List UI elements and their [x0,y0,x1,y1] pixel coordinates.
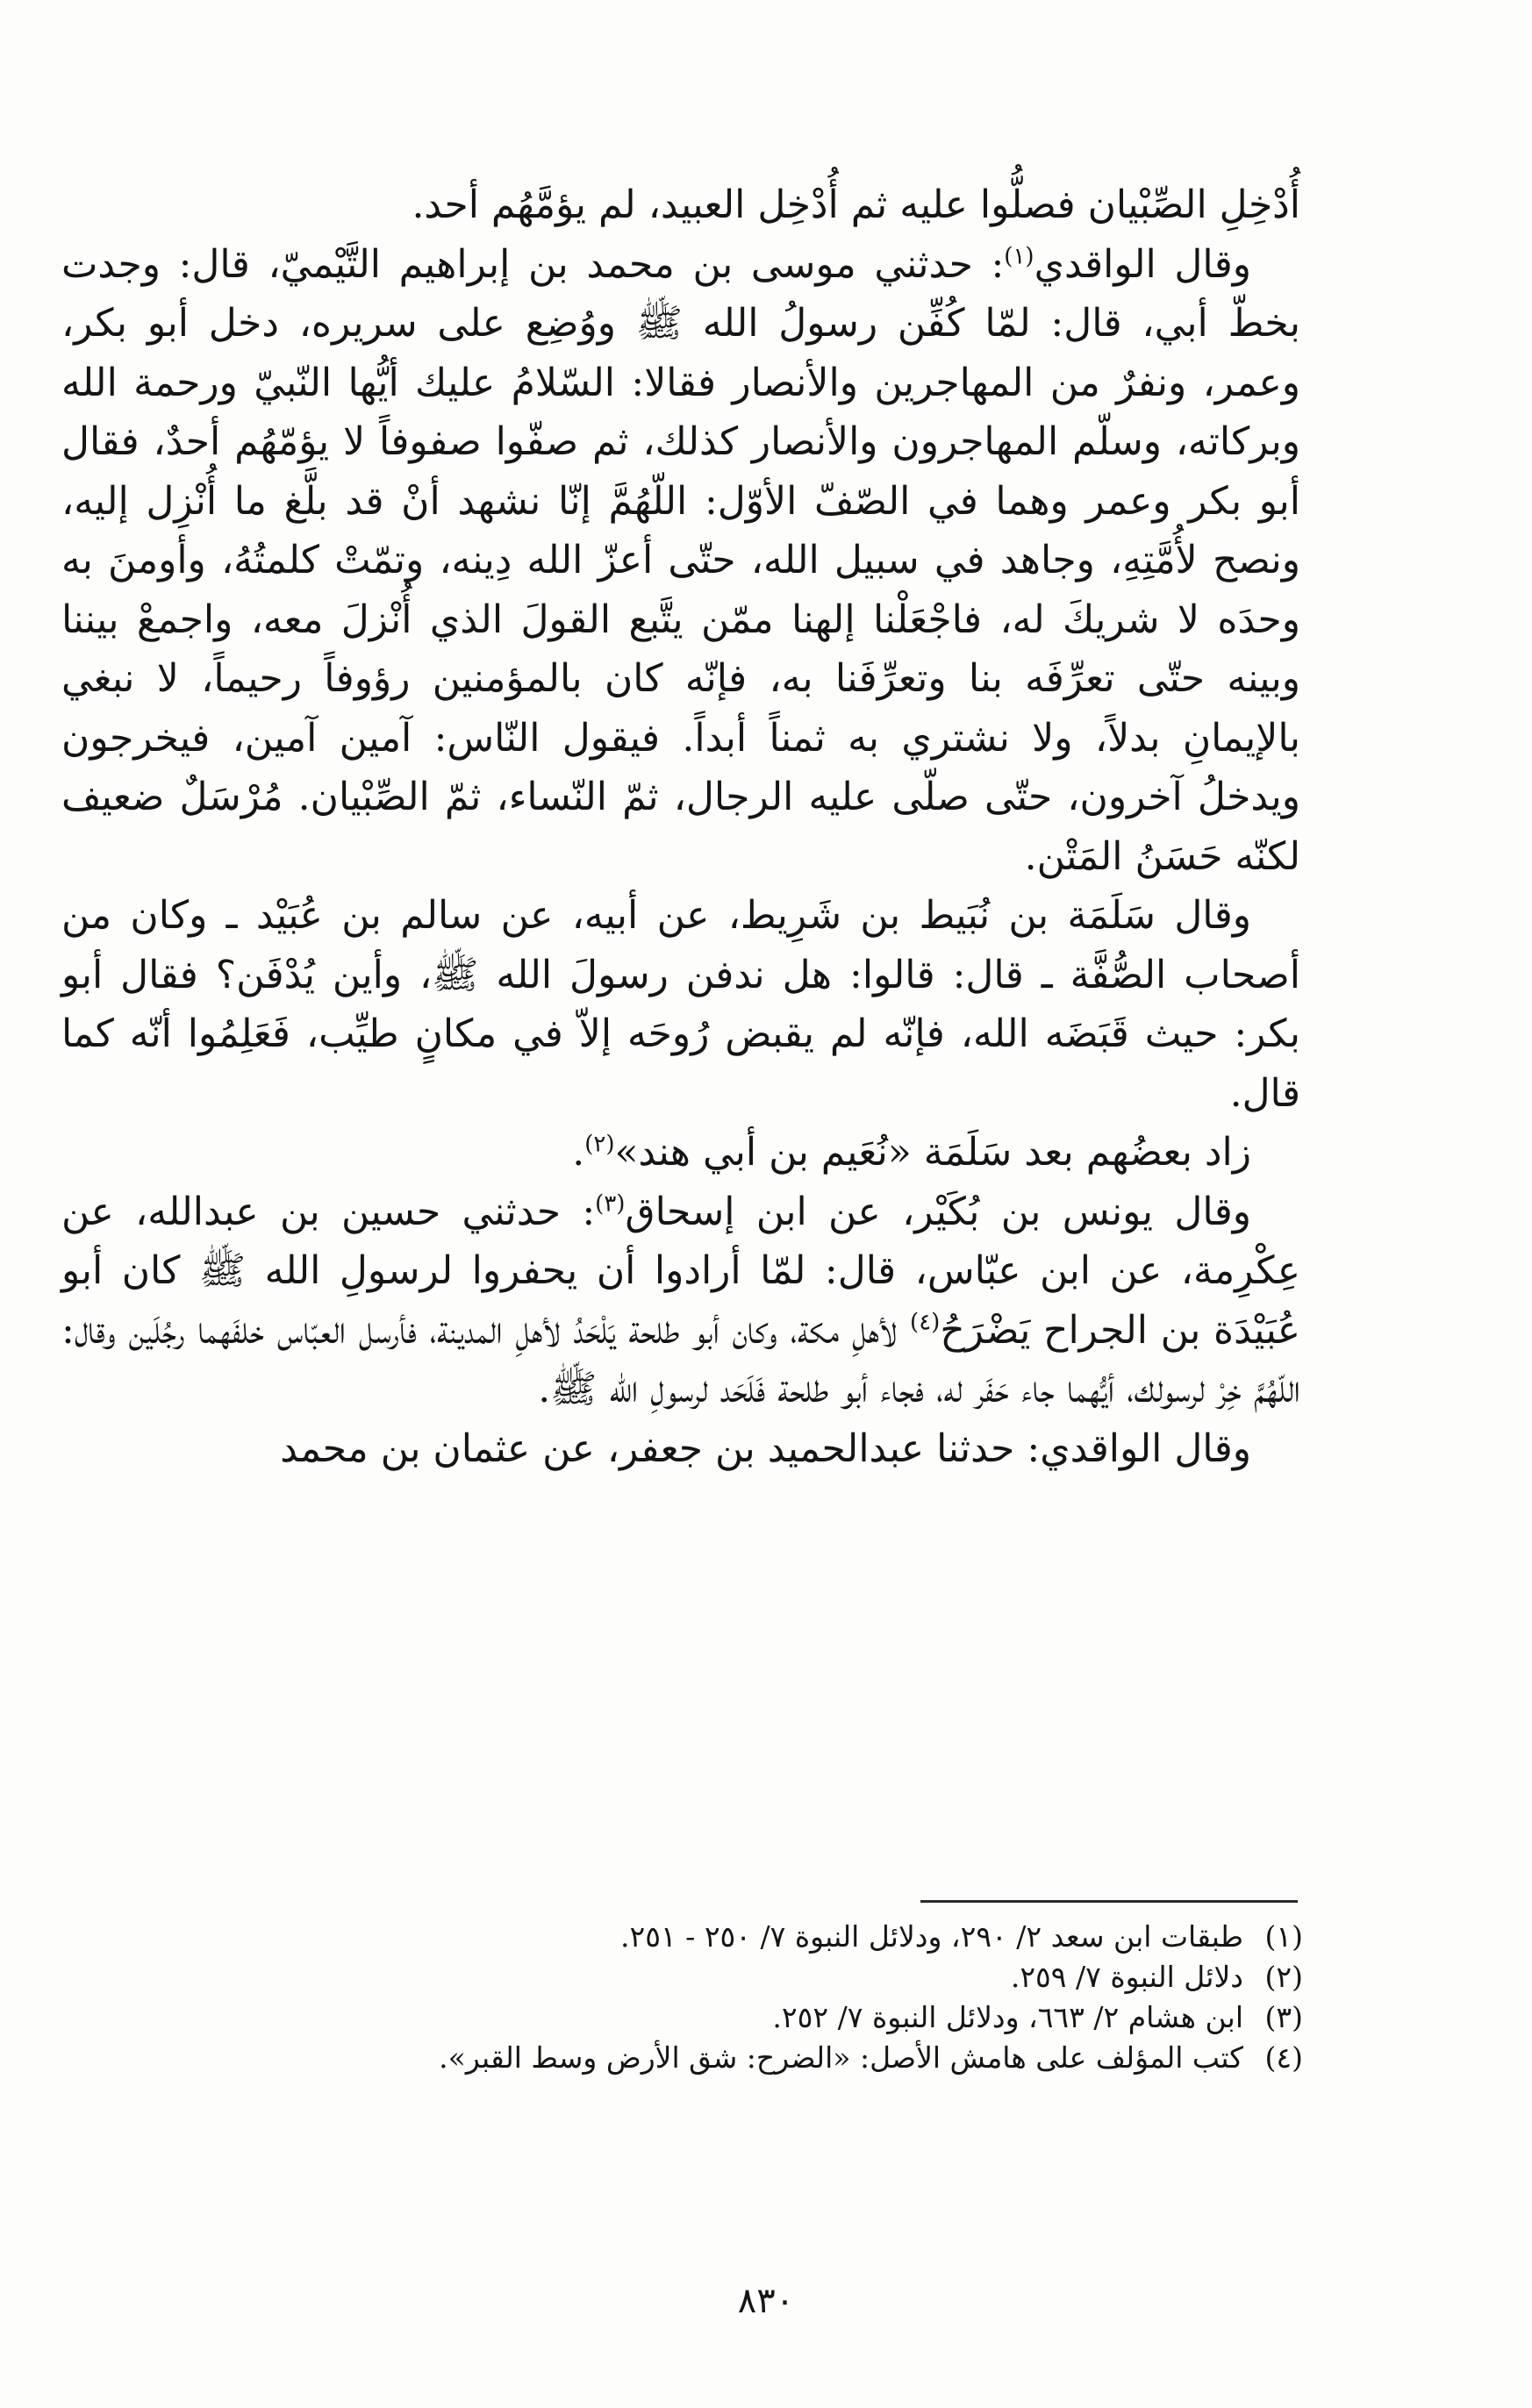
paragraph: وقال الواقدي$^{(١)}$: حدثني موسى بن محمد بن إبراهيم التَّيْميّ، قال: وجدت بخطّ أبي، قال: لمّا كُفِّن رسولُ الله ﷺ ووُضِع على سريره، دخل أبو بكر، وعمر، ونفرٌ من المهاجرين والأنصار فقالا: السّلامُ عليك أيُّها النّبيّ ورحمة الله وبركاته، وسلّم المهاجرون والأنصار كذلك، ثم صفّوا صفوفاً لا يؤمّهُم أحدٌ، فقال أبو بكر وعمر وهما في الصّفّ الأوّل: اللّهُمَّ إنّا نشهد أنْ قد بلَّغ ما أُنْزِل إليه، ونصح لأُمَّتِهِ، وجاهد في سبيل الله، حتّى أعزّ الله دِينه، وتمّتْ كلمتُهُ، وأومنَ به وحدَه لا شريكَ له، فاجْعَلْنا إلهنا ممّن يتَّبع القولَ الذي أُنْزلَ معه، واجمعْ بيننا وبينه حتّى تعرِّفَه بنا وتعرِّفَنا به، فإنّه كان بالمؤمنين رؤوفاً رحيماً، لا نبغي بالإيمانِ بدلاً، ولا نشتري به ثمناً أبداً. فيقول النّاس: آمين آمين، فيخرجون ويدخلُ آخرون، حتّى صلّى عليه الرجال، ثمّ النّساء، ثمّ الصِّبْيان. مُرْسَلٌ ضعيف لكنّه حَسَنُ المَتْن. [61,241,1301,879]
paragraph: وقال الواقدي: حدثنا عبدالحميد بن جعفر، عن عثمان بن محمد [280,1426,1251,1471]
footnote-ref: (٤) [910,1308,941,1335]
footnote-ref: (٢) [584,1131,615,1158]
footnote-ref: (١) [1004,242,1034,269]
footnote-divider [920,1900,1298,1903]
page-number: ٨٣٠ [737,2281,795,2321]
footnote-ref: (٣) [595,1190,626,1217]
footnote: (١) طبقات ابن سعد ٢/ ٢٩٠، ودلائل النبوة ٧/ ٢٥٠ - ٢٥١. [620,1919,1303,1954]
footnote: (٤) كتب المؤلف على هامش الأصل: «الضرح: شق الأرض وسط القبر». [439,2040,1303,2075]
paragraph: أُدْخِلِ الصِّبْيان فصلُّوا عليه ثم أُدْخِل العبيد، لم يؤمَّهُم أحد. [412,182,1300,227]
footnotes [105,1917,1303,2078]
paragraph: زاد بعضُهم بعد سَلَمَة «نُعَيم بن أبي هند»$^{(٢)}$. [572,1130,1251,1175]
footnote: (٣) ابن هشام ٢/ ٦٦٣، ودلائل النبوة ٧/ ٢٥٢. [772,2000,1303,2034]
paragraph: وقال سَلَمَة بن نُبَيط بن شَرِيط، عن أبيه، عن سالم بن عُبَيْد ـ وكان من أصحاب الصُّفَّة ـ قال: قالوا: هل ندفن رسولَ الله ﷺ، وأين يُدْفَن؟ فقال أبو بكر: حيث قَبَضَه الله، فإنّه لم يقبض رُوحَه إلاّ في مكانٍ طيِّب، فَعَلِمُوا أنّه كما قال. [61,893,1300,1116]
paragraph: وقال يونس بن بُكَيْر، عن ابن إسحاق$^{(٣)}$: حدثني حسين بن عبدالله، عن عِكْرِمة، عن ابن عبّاس، قال: لمّا أرادوا أن يحفروا لرسولِ الله ﷺ كان أبو عُبَيْدَة بن الجراح يَضْرَحُ$^{(٤)}$ لأهلِ مكة، وكان أبو طلحة يَلْحَدُ لأهلِ المدينة، فأرسل العبّاس خلفَهما رجُلَين وقال: اللّهُمَّ خِرْ لرسولك، أيُّهما جاء حَفَر له، فجاء أبو طلحة فَلَحَد لرسولِ الله ﷺ. [61,1189,1300,1411]
footnote: (٢) دلائل النبوة ٧/ ٢٥٩. [1010,1960,1303,1994]
main-text [61,175,1300,1478]
